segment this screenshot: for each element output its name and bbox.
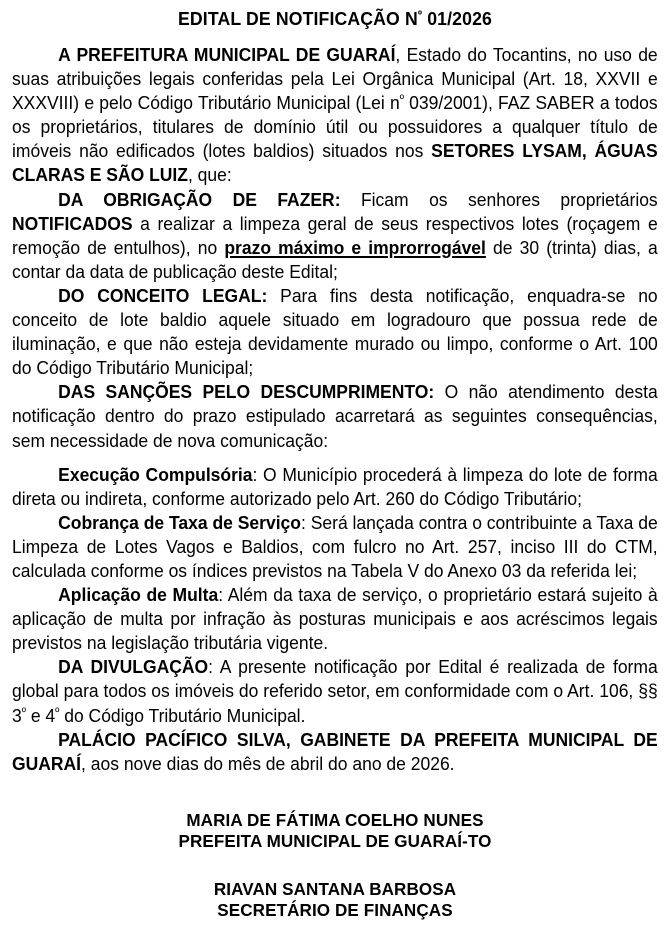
text-run: º [399, 92, 404, 107]
text-run: prazo máximo e improrrogável [224, 237, 486, 258]
text-run: e 4 [25, 705, 56, 726]
text-run: , aos nove dias do mês de abril do ano de 2026. [81, 753, 455, 774]
text-run: : Além da taxa de serviço, o proprietário estará sujeito à aplicação de multa por infração às posturas municipais e aos acréscimos legais previstos na legislação tributária vigente. [12, 585, 658, 654]
text-run: : Será lançada contra o contribuinte a Taxa de Limpeza de Lotes Vagos e Baldios, com fulcro no Art. 257, inciso III do CTM, calculada conforme os índices previstos na Tabela V do Anexo 03 da referida lei; [12, 512, 658, 581]
text-run: Aplicação de Multa [58, 585, 219, 606]
text-run: : A presente notificação por Edital é realizada de forma global para todos os imóveis do referido setor, em conformidade com o Art. 106, §§ 3 [12, 657, 658, 726]
text-run: DA OBRIGAÇÃO DE FAZER: [58, 189, 341, 210]
paragraph-local-data [12, 728, 658, 776]
text-run: Ficam os senhores proprietários [340, 189, 658, 210]
text-run: 039/2001), FAZ SABER a todos os proprietários, titulares de domínio útil ou possuidores a qualquer título de imóveis não edificados (lotes baldios) situados nos [12, 93, 658, 162]
text-run: DAS SANÇÕES PELO DESCUMPRIMENTO: [58, 382, 435, 403]
text-run: DO CONCEITO LEGAL: [58, 285, 268, 306]
text-run: , que: [187, 165, 232, 186]
text-run: de 30 (trinta) dias, a contar da data de publicação deste Edital; [12, 237, 658, 282]
signature-name: MARIA DE FÁTIMA COELHO NUNES [186, 809, 484, 830]
text-run: º [55, 704, 60, 719]
text-run: º [21, 704, 26, 719]
paragraph-cobranca-taxa-servico [12, 511, 658, 583]
page-title-ordinal: º [417, 8, 423, 22]
page-title [23, 8, 646, 30]
text-run: A PREFEITURA MUNICIPAL DE GUARAÍ [58, 45, 396, 65]
document-body [12, 43, 658, 776]
signature-area [12, 810, 658, 922]
text-run: : O Município procederá à limpeza do lote de forma direta ou indireta, conforme autorizado pelo Art. 260 do Código Tributário; [12, 464, 658, 509]
paragraph-aplicacao-multa [12, 583, 658, 655]
signature-role: PREFEITA MUNICIPAL DE GUARAÍ-TO [178, 831, 492, 852]
paragraph-divulgacao [12, 655, 658, 727]
signature-name: RIAVAN SANTANA BARBOSA [213, 878, 457, 899]
text-run: Cobrança de Taxa de Serviço [58, 512, 301, 533]
paragraph-execucao-compulsoria [12, 463, 658, 511]
text-run: PALÁCIO PACÍFICO SILVA, GABINETE DA PREFEITA MUNICIPAL DE GUARAÍ [12, 729, 658, 774]
text-run: SETORES LYSAM, ÁGUAS CLARAS E SÃO LUIZ [12, 141, 658, 186]
signature-prefeita [12, 810, 658, 853]
page-title-number: 01/2026 [422, 8, 492, 29]
paragraph-obrigacao-de-fazer [12, 188, 658, 284]
signature-secretario-financas [12, 879, 658, 922]
text-run: Para fins desta notificação, enquadra-se no conceito de lote baldio aquele situado em logradouro que possua rede de iluminação, e que não esteja devidamente murado ou limpo, conforme o Art. 100 do Código Tributário Municipal; [12, 285, 658, 379]
text-run: O não atendimento desta notificação dentro do prazo estipulado acarretará as seguintes consequências, sem necessidade de nova comunicação: [12, 382, 658, 451]
text-run: do Código Tributário Municipal. [59, 705, 306, 726]
signature-role: SECRETÁRIO DE FINANÇAS [217, 900, 453, 921]
paragraph-conceito-legal [12, 284, 658, 380]
text-run: Execução Compulsória [58, 464, 253, 485]
paragraph-preamble [12, 43, 658, 188]
page-title-prefix: EDITAL DE NOTIFICAÇÃO N [178, 8, 418, 29]
text-run: NOTIFICADOS [12, 213, 133, 234]
text-run: , Estado do Tocantins, no uso de suas atribuições legais conferidas pela Lei Orgânica Municipal (Art. 18, XXVII e XXXVIII) e pelo Código Tributário Municipal (Lei n [12, 45, 658, 114]
paragraph-sancoes-descumprimento [12, 380, 658, 452]
text-run: DA DIVULGAÇÃO [58, 657, 209, 678]
text-run: a realizar a limpeza geral de seus respectivos lotes (roçagem e remoção de entulhos), no [12, 213, 658, 258]
